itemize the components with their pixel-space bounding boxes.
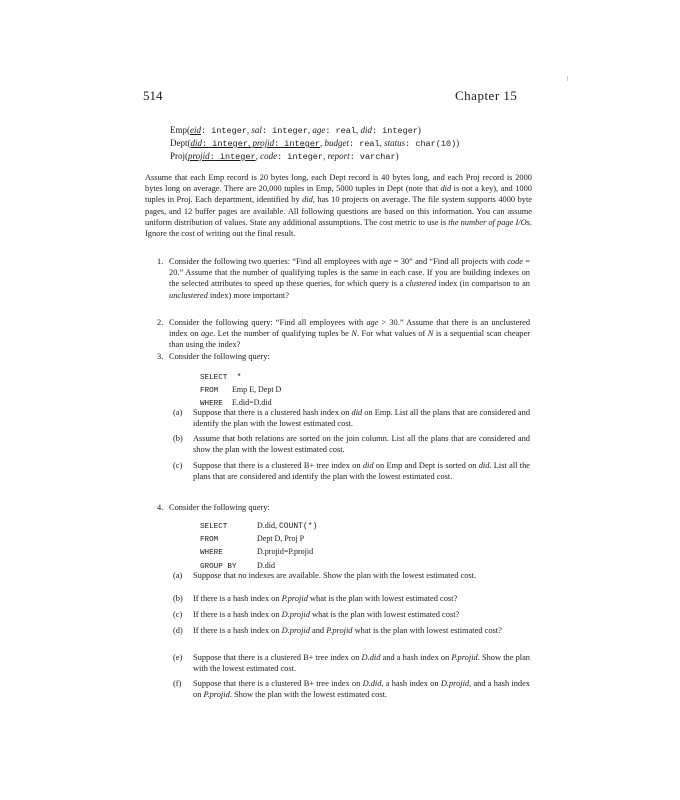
text-italic: P.projid [281, 594, 308, 603]
text: on Emp and Dept is sorted on [373, 461, 479, 470]
text: on Emp. List all the plans that are considered and identify the plan with the lowest estimated cost. [193, 408, 531, 429]
question-4e [173, 652, 530, 674]
question-4 [157, 502, 530, 513]
text: Assume that each Emp record is 20 bytes long, each Dept record is 40 bytes long, and each Proj record is 2000 bytes long on average. There are 20,000 tuples in Emp, 5000 tuples in Dept (note that [145, 173, 532, 194]
text-italic: did [351, 408, 363, 417]
text-italic: D.projid [440, 679, 470, 688]
type: : integer [261, 126, 308, 136]
schema-dept [170, 137, 459, 150]
text: what is the plan with lowest estimated cost? [309, 610, 460, 619]
text: is not a key), and 1000 tuples in Proj. Each department, identified by [145, 184, 532, 205]
relation-name: Emp( [170, 125, 190, 135]
sql-keyword: SELECT [200, 374, 228, 382]
text: what is the plan with lowest estimated cost? [352, 626, 502, 635]
paren: ) [417, 125, 421, 135]
sql-line [200, 533, 317, 546]
question-4d [173, 625, 530, 636]
sql-keyword: WHERE [200, 549, 223, 558]
question-text: Consider the following query: [169, 352, 270, 361]
text-italic: N [351, 329, 357, 339]
text-italic: did [478, 461, 490, 470]
question-4a [173, 570, 530, 581]
text: , a hash index on [381, 679, 441, 688]
text: . For what values of [356, 329, 428, 339]
text-italic: did [302, 195, 313, 205]
page-number: 514 [143, 88, 163, 103]
text-italic: age [200, 329, 214, 339]
paren: ) [456, 138, 460, 148]
sub-label: (d) [173, 626, 183, 635]
question-number: 1. [157, 257, 164, 266]
text-italic: N [427, 329, 434, 339]
text: and a hash index on [380, 653, 452, 662]
attribute: , sal [246, 125, 262, 135]
relation-name: Dept( [170, 138, 191, 148]
sql-line [200, 384, 281, 397]
attribute: , report [323, 151, 350, 161]
cost-metric: the number of page I/Os [448, 217, 530, 227]
text: . Let the number of qualifying tuples be [213, 329, 352, 339]
sql-clause: E.did=D.did [232, 398, 272, 408]
question-4c [173, 609, 530, 620]
attribute: , did [355, 125, 372, 135]
text: . Show the plan with the lowest estimated cost. [229, 690, 388, 700]
text-italic: age [379, 257, 392, 266]
type: : integer [274, 139, 321, 149]
text-italic: P.projid [326, 626, 353, 635]
text: Consider the following two queries: “Find all employees with [169, 257, 380, 266]
relation-name: Proj( [170, 151, 188, 161]
type: : integer [277, 152, 324, 162]
sub-label: (c) [173, 610, 183, 619]
question-number: 2. [157, 318, 164, 327]
text-italic: did [440, 184, 452, 194]
text: , has 10 projects on average. The file system supports 4000 byte pages, and 12 buffer pages are available. All following questions are based on this information. You can assume uniform distribution of values. State any additional assumptions. The cost metric to use is [145, 195, 533, 227]
sql-aggregate: COUNT(*) [279, 522, 318, 531]
type: : char(10) [405, 139, 457, 149]
type: : integer [371, 126, 418, 136]
sql-clause: * [232, 373, 242, 382]
sql-clause: D.projid=P.projid [257, 547, 314, 557]
schema-emp [170, 124, 459, 137]
intro-paragraph [145, 172, 532, 239]
text: Suppose that there is a clustered hash index on [193, 408, 352, 417]
text: Suppose that there is a clustered B+ tree index on [193, 679, 363, 688]
attribute: , code [255, 151, 278, 161]
attribute: eid [190, 125, 201, 135]
sql-line [200, 546, 317, 559]
type: : real [325, 126, 356, 136]
stray-pen-mark [567, 76, 568, 81]
question-number: 3. [157, 352, 164, 361]
sub-label: (f) [173, 679, 182, 688]
text: . List all the plans that are considered and identify the plan with the lowest estimated cost. [193, 461, 530, 482]
sub-label: (e) [173, 653, 183, 662]
text: If there is a hash index on [193, 626, 282, 635]
type: : integer [201, 126, 247, 136]
attribute: , age [307, 125, 326, 135]
text-italic: did [362, 461, 374, 470]
attribute: did [190, 138, 203, 148]
text: , and a hash index on [193, 679, 530, 700]
text-italic: D.projid [281, 610, 310, 619]
sql-keyword: GROUP BY [200, 562, 237, 571]
sql-clause: Dept D, Proj P [257, 534, 305, 544]
question-3b [173, 433, 530, 455]
text: what is the plan with lowest estimated cost? [307, 594, 458, 603]
text-italic: clustered [405, 279, 437, 289]
text-italic: P.projid [451, 653, 478, 662]
text: and [309, 626, 327, 635]
sql-keyword: SELECT [200, 523, 228, 531]
attribute: , budget [320, 138, 350, 148]
text-italic: code [507, 257, 524, 266]
sql-query-3 [200, 371, 281, 411]
text-italic: D.projid [281, 626, 310, 635]
text: If there is a hash index on [193, 594, 282, 603]
question-4b [173, 593, 530, 604]
question-3 [157, 351, 530, 362]
sql-keyword: WHERE [200, 400, 223, 409]
text: index (in comparison to an [436, 279, 530, 289]
text-italic: D.did [362, 679, 382, 688]
question-1 [157, 256, 530, 301]
sql-line [200, 520, 317, 533]
sql-keyword: FROM [200, 536, 219, 545]
attribute: , status [379, 138, 406, 148]
schema-block [170, 124, 459, 163]
text: Suppose that there is a clustered B+ tree index on [193, 653, 362, 662]
text: Consider the following query: “Find all employees with [169, 318, 367, 327]
sub-label: (c) [173, 461, 183, 470]
type: : integer [209, 152, 256, 162]
text: Suppose that there is a clustered B+ tree index on [193, 461, 363, 470]
question-2 [157, 317, 530, 351]
sql-query-4 [200, 520, 317, 573]
text: Assume that both relations are sorted on the join column. List all the plans that are considered and show the plan with the lowest estimated cost. [193, 434, 530, 455]
question-3c [173, 460, 530, 482]
type: : varchar [349, 152, 396, 162]
sql-clause: D.did [257, 560, 275, 570]
question-text: Consider the following query: [169, 503, 270, 512]
text: . Show the plan with the lowest estimated cost. [193, 653, 530, 674]
text: is a sequential scan cheaper than using the index? [169, 329, 530, 350]
text-italic: P.projid [203, 690, 230, 700]
question-4f [173, 678, 530, 700]
sub-label: (a) [173, 408, 183, 417]
sub-label: (b) [173, 594, 183, 603]
text: . Ignore the cost of writing out the final result. [145, 217, 533, 239]
sub-label: (a) [173, 571, 183, 580]
text: = 20.” Assume that the number of qualifying tuples is the same in each case. If you are building indexes on the selected attributes to speed up these queries, for which query is a [169, 257, 530, 289]
chapter-heading: Chapter 15 [455, 88, 518, 103]
text: index) more important? [207, 290, 289, 300]
type: : integer [202, 139, 248, 149]
attribute: , projid [247, 138, 275, 148]
sql-line [200, 371, 281, 384]
type: : real [349, 139, 380, 149]
text-italic: age [366, 318, 379, 327]
question-3a [173, 407, 530, 429]
text-italic: unclustered [169, 290, 208, 300]
text: If there is a hash index on [193, 610, 282, 619]
text: = 30” and “Find all projects with [391, 257, 508, 266]
sql-keyword: FROM [200, 387, 219, 396]
sub-label: (b) [173, 434, 183, 443]
schema-proj [170, 150, 459, 163]
sql-clause: D.did, [257, 521, 279, 530]
attribute: projid [188, 151, 210, 161]
paren: ) [395, 151, 399, 161]
text: > 30.” Assume that there is an unclustered index on [169, 318, 531, 339]
text-italic: D.did [361, 653, 381, 662]
sql-clause: Emp E, Dept D [232, 385, 282, 395]
text: Suppose that no indexes are available. Show the plan with the lowest estimated cost. [193, 571, 477, 580]
question-number: 4. [157, 503, 164, 512]
